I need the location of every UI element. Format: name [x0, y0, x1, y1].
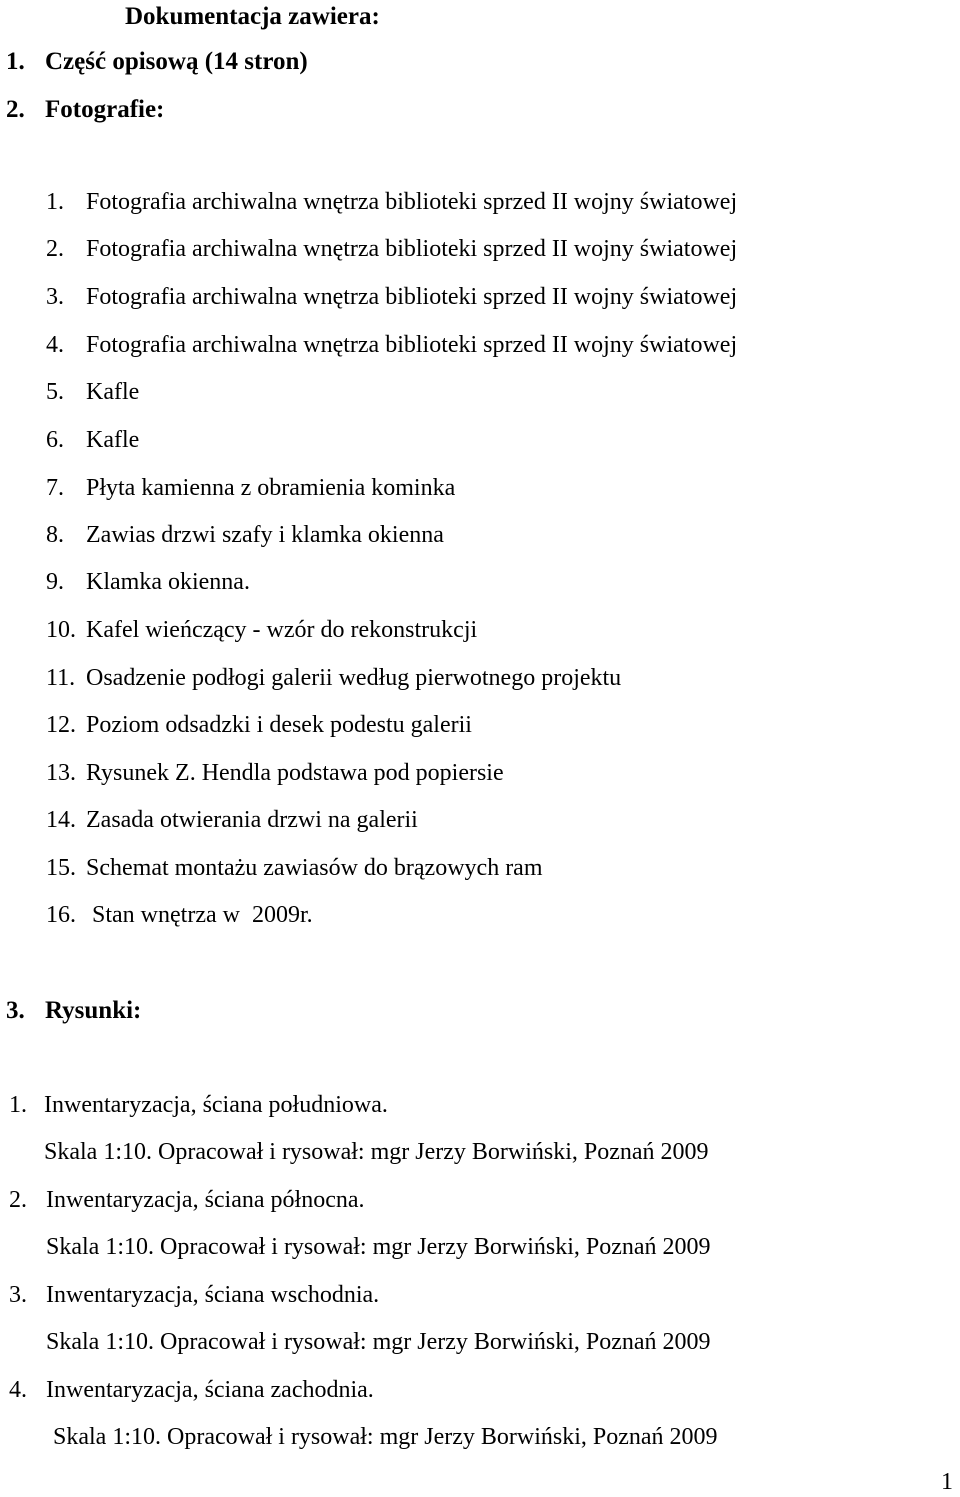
item-number: 5. [46, 379, 64, 405]
drawing-item [9, 1378, 374, 1402]
item-number: 15. [46, 855, 76, 881]
photo-item [46, 570, 250, 594]
item-number: 4. [46, 332, 64, 358]
drawing-note: Skala 1:10. Opracował i rysował: mgr Jerzy Borwiński, Poznań 2009 [46, 1234, 711, 1260]
item-number: 7. [46, 475, 64, 501]
drawing-item [9, 1188, 365, 1212]
item-text: Inwentaryzacja, ściana północna. [46, 1187, 365, 1213]
item-text: Kafle [86, 379, 140, 405]
item-text: Fotografia archiwalna wnętrza biblioteki sprzed II wojny światowej [86, 189, 738, 215]
section-label: Rysunki: [45, 997, 142, 1024]
item-text: Płyta kamienna z obramienia kominka [86, 475, 456, 501]
item-text: Inwentaryzacja, ściana zachodnia. [46, 1377, 374, 1403]
item-number: 13. [46, 760, 76, 786]
section-2 [6, 97, 164, 122]
document-heading: Dokumentacja zawiera: [125, 3, 380, 30]
item-number: 4. [9, 1377, 27, 1403]
item-number: 12. [46, 712, 76, 738]
photo-item [46, 380, 139, 404]
item-text: Schemat montażu zawiasów do brązowych ram [86, 855, 543, 881]
drawing-note: Skala 1:10. Opracował i rysował: mgr Jerzy Borwiński, Poznań 2009 [44, 1139, 709, 1165]
photo-item [46, 333, 737, 357]
item-text: Stan wnętrza w 2009r. [92, 902, 313, 928]
item-number: 1. [46, 189, 64, 215]
item-number: 10. [46, 617, 76, 643]
section-number: 2. [6, 96, 25, 123]
photo-item [46, 476, 455, 500]
item-text: Rysunek Z. Hendla podstawa pod popiersie [86, 760, 504, 786]
photo-item [46, 666, 621, 690]
section-label: Fotografie: [45, 96, 165, 123]
item-number: 3. [9, 1282, 27, 1308]
photo-item [46, 428, 139, 452]
item-number: 8. [46, 522, 64, 548]
item-text: Fotografia archiwalna wnętrza biblioteki sprzed II wojny światowej [86, 236, 738, 262]
photo-item [46, 618, 477, 642]
item-text: Kafel wieńczący - wzór do rekonstrukcji [86, 617, 478, 643]
item-number: 14. [46, 807, 76, 833]
page-number: 1 [941, 1469, 953, 1495]
section-number: 3. [6, 997, 25, 1024]
item-number: 2. [9, 1187, 27, 1213]
item-number: 3. [46, 284, 64, 310]
item-number: 11. [46, 665, 76, 691]
drawing-item [9, 1283, 379, 1307]
item-text: Inwentaryzacja, ściana południowa. [44, 1092, 388, 1118]
item-number: 9. [46, 569, 64, 595]
item-text: Inwentaryzacja, ściana wschodnia. [46, 1282, 380, 1308]
photo-item [46, 523, 444, 547]
item-number: 6. [46, 427, 64, 453]
photo-item [46, 285, 737, 309]
drawing-note: Skala 1:10. Opracował i rysował: mgr Jerzy Borwiński, Poznań 2009 [53, 1424, 718, 1450]
drawing-item [9, 1093, 388, 1117]
drawing-note: Skala 1:10. Opracował i rysował: mgr Jerzy Borwiński, Poznań 2009 [46, 1329, 711, 1355]
item-text: Kafle [86, 427, 140, 453]
item-text: Zasada otwierania drzwi na galerii [86, 807, 418, 833]
item-number: 1. [9, 1092, 27, 1118]
item-number: 16. [46, 902, 76, 928]
section-label: Część opisową (14 stron) [45, 48, 308, 75]
section-1 [6, 49, 308, 74]
photo-item [46, 856, 543, 880]
photo-item [46, 761, 504, 785]
item-text: Fotografia archiwalna wnętrza biblioteki sprzed II wojny światowej [86, 332, 738, 358]
photo-item [46, 713, 472, 737]
item-text: Zawias drzwi szafy i klamka okienna [86, 522, 444, 548]
item-text: Osadzenie podłogi galerii według pierwotnego projektu [86, 665, 622, 691]
item-text: Poziom odsadzki i desek podestu galerii [86, 712, 472, 738]
item-text: Klamka okienna. [86, 569, 250, 595]
photo-item [46, 808, 418, 832]
item-text: Fotografia archiwalna wnętrza biblioteki sprzed II wojny światowej [86, 284, 738, 310]
item-number: 2. [46, 236, 64, 262]
section-number: 1. [6, 48, 25, 75]
photo-item [46, 237, 737, 261]
photo-item [46, 190, 737, 214]
photo-item [46, 903, 313, 927]
section-3 [6, 998, 141, 1023]
